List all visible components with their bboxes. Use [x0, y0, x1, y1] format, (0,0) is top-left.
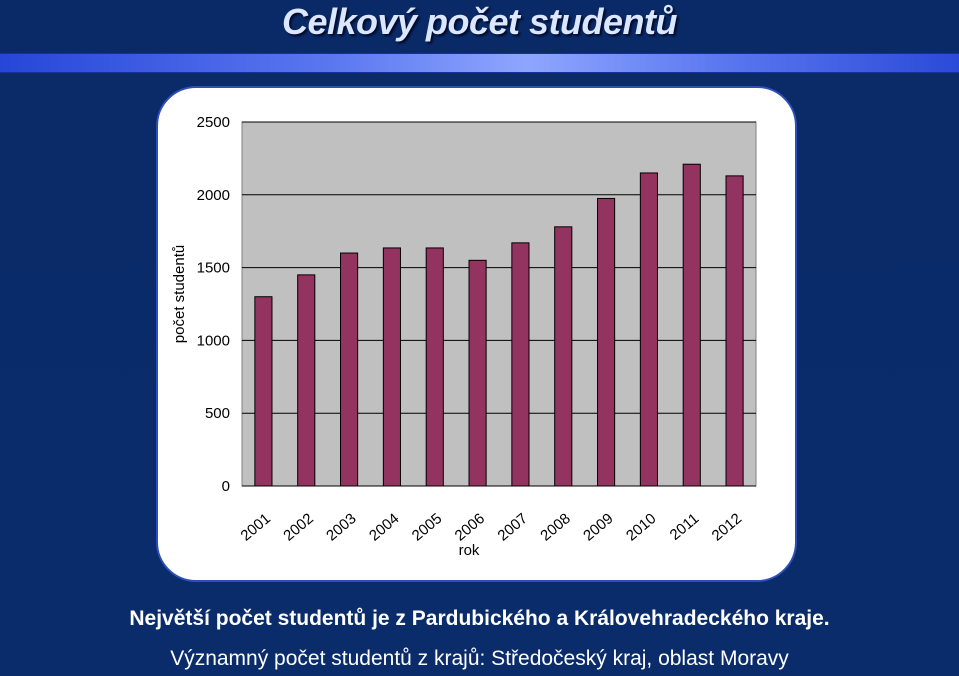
y-axis-label: počet studentů [171, 244, 188, 344]
bar-2007 [512, 243, 529, 486]
y-tick-label: 2000 [196, 186, 230, 204]
bar-2003 [341, 253, 358, 486]
bar-2009 [598, 198, 615, 486]
slide-title: Celkový počet studentů [281, 1, 678, 42]
bar-2006 [469, 260, 486, 486]
x-tick-labels [237, 510, 745, 544]
x-tick-label: 2004 [365, 510, 403, 545]
x-tick-label: 2001 [237, 510, 274, 545]
plot-area [242, 122, 756, 486]
y-tick-labels [197, 114, 230, 495]
y-tick-label: 500 [204, 405, 230, 423]
x-tick-label: 2007 [494, 510, 531, 545]
x-tick-label: 2003 [323, 510, 360, 545]
title-divider [0, 53, 959, 73]
y-tick-label: 0 [221, 478, 230, 495]
y-tick-label: 1500 [196, 259, 230, 277]
bar-chart [158, 88, 795, 580]
bar-2011 [683, 164, 700, 486]
chart-card [156, 86, 797, 582]
x-tick-label: 2006 [451, 510, 489, 545]
caption-line-2: Významný počet studentů z krajů: Středočeský kraj, oblast Moravy [170, 647, 789, 670]
bar-2008 [555, 227, 572, 486]
y-tick-label: 2500 [196, 114, 230, 131]
caption-line-1: Největší počet studentů je z Pardubického a Královehradeckého kraje. [129, 607, 830, 630]
x-tick-label: 2009 [580, 510, 617, 545]
bar-2010 [640, 173, 657, 486]
bar-2001 [255, 297, 272, 486]
x-tick-label: 2012 [708, 510, 746, 545]
bar-2005 [426, 248, 443, 486]
x-axis-label: rok [458, 542, 480, 559]
x-tick-label: 2005 [408, 510, 446, 545]
bar-2012 [726, 176, 743, 486]
bar-2002 [298, 275, 315, 486]
x-tick-label: 2011 [666, 510, 703, 544]
x-tick-label: 2002 [280, 510, 317, 545]
x-tick-label: 2010 [622, 510, 660, 545]
bar-2004 [383, 248, 400, 486]
x-tick-label: 2008 [537, 510, 574, 545]
y-tick-label: 1000 [196, 332, 230, 350]
